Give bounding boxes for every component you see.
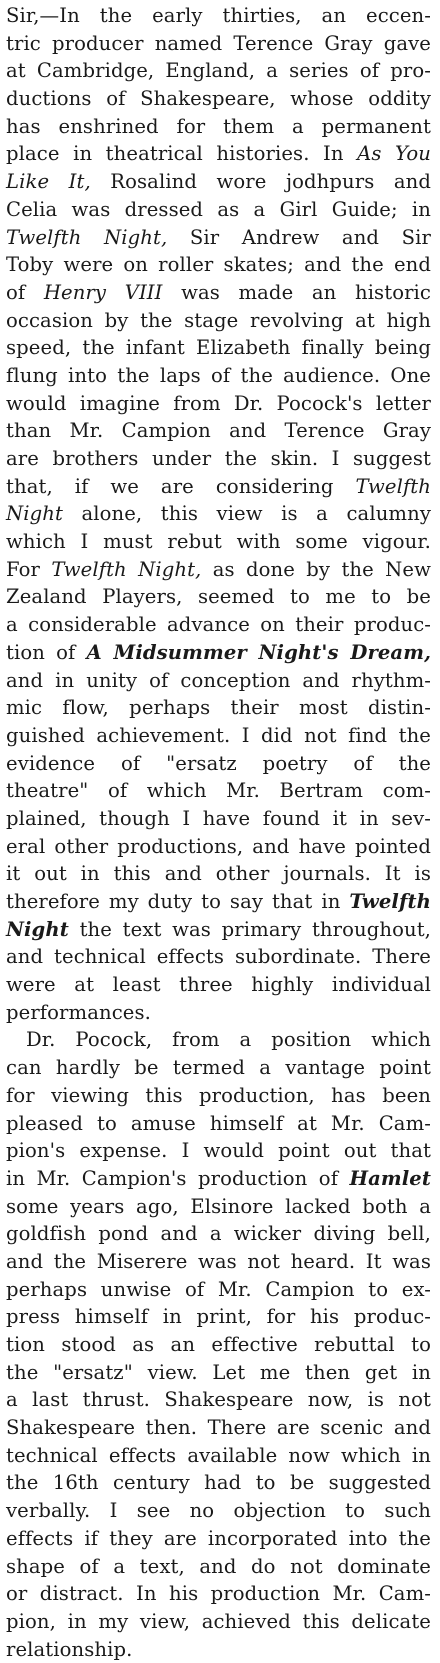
text-run: place in theatrical histories. In: [6, 142, 358, 166]
text-line: [6, 667, 431, 695]
text-run: Sir Andrew and Sir: [167, 225, 431, 249]
text-run: tion stood as an effective rebuttal to: [6, 1333, 431, 1356]
text-line: [6, 473, 431, 501]
text-run: the "ersatz" view. Let me then get in: [6, 1360, 431, 1384]
text-line: [6, 85, 431, 113]
text-line: [6, 196, 431, 224]
text-run: occasion by the stage revolving at high: [6, 308, 431, 332]
text-line: [6, 1580, 431, 1608]
text-line: [6, 1193, 431, 1221]
bold-italic-title: A Midsummer Night's Dream,: [86, 640, 431, 664]
letter-paragraph: [6, 1026, 431, 1663]
text-line: [6, 694, 431, 722]
text-run: Sir,—In the early thirties, an eccen-: [6, 4, 431, 27]
text-line: [6, 30, 431, 58]
text-run: and the Miserere was not heard. It was: [6, 1249, 431, 1273]
text-run: evidence of "ersatz poetry of the: [6, 751, 431, 775]
text-line: [6, 777, 431, 805]
bold-italic-title: Hamlet: [349, 1166, 431, 1190]
italic-title: Like It,: [6, 170, 91, 194]
text-run: or distract. In his production Mr. Cam-: [6, 1582, 431, 1606]
text-line: [6, 251, 431, 279]
text-run: as done by the New: [201, 557, 431, 581]
text-run: and in unity of conception and rhythm-: [6, 668, 431, 692]
text-run: was made an historic: [162, 280, 431, 304]
text-line: [6, 888, 431, 916]
text-line: [6, 113, 431, 141]
text-line: [6, 1497, 431, 1525]
text-run: theatre" of which Mr. Bertram com-: [6, 779, 431, 803]
text-line: [6, 2, 431, 30]
text-line: [6, 1636, 431, 1663]
text-run: Shakespeare then. There are scenic and: [6, 1416, 431, 1440]
text-line: [6, 916, 431, 944]
text-run: Rosalind wore jodhpurs and: [90, 170, 431, 194]
text-run: some years ago, Elsinore lacked both a: [6, 1194, 431, 1218]
text-run: are brothers under the skin. I suggest: [6, 447, 431, 470]
text-run: guished achievement. I did not find the: [6, 723, 431, 747]
text-run: Celia was dressed as a Girl Guide; in: [6, 197, 431, 221]
text-line: [6, 445, 431, 473]
text-line: [6, 1220, 431, 1248]
text-line: [6, 1442, 431, 1470]
text-line: [6, 1110, 431, 1138]
italic-title: Twelfth: [355, 474, 431, 498]
text-run: tion of: [6, 640, 87, 664]
text-line: [6, 833, 431, 861]
text-line: [6, 583, 431, 611]
text-line: [6, 943, 431, 971]
text-line: [6, 999, 431, 1027]
text-run: perhaps unwise of Mr. Campion to ex-: [6, 1277, 431, 1301]
text-run: pleased to amuse himself at Mr. Cam-: [6, 1111, 431, 1135]
text-run: alone, this view is a calumny: [62, 502, 431, 526]
letter-paragraph: [6, 2, 431, 1026]
text-run: it out in this and other journals. It is: [6, 862, 431, 886]
text-run: would imagine from Dr. Pocock's letter: [6, 391, 431, 415]
text-line: [6, 860, 431, 888]
text-line: [6, 1303, 431, 1331]
text-line: [6, 1026, 431, 1054]
text-line: [6, 168, 431, 196]
text-line: [6, 639, 431, 667]
text-line: [6, 1469, 431, 1497]
text-line: [6, 805, 431, 833]
text-run: Zealand Players, seemed to me to be: [6, 585, 431, 609]
text-line: [6, 500, 431, 528]
text-line: [6, 722, 431, 750]
text-line: [6, 417, 431, 445]
text-run: Dr. Pocock, from a position which: [26, 1028, 431, 1052]
text-run: pion, in my view, achieved this delicate: [6, 1609, 431, 1633]
text-run: which I must rebut with some vigour.: [6, 530, 431, 554]
text-run: verbally. I see no objection to such: [6, 1499, 431, 1523]
text-line: [6, 750, 431, 778]
text-run: shape of a text, and do not dominate: [6, 1554, 431, 1578]
text-line: [6, 57, 431, 85]
text-run: tric producer named Terence Gray gave: [6, 31, 431, 55]
text-run: has enshrined for them a permanent: [6, 114, 431, 138]
text-run: than Mr. Campion and Terence Gray: [6, 419, 431, 443]
text-run: performances.: [6, 1000, 151, 1024]
text-run: press himself in print, for his produc-: [6, 1305, 431, 1329]
text-run: mic flow, perhaps their most distin-: [6, 696, 431, 720]
text-line: [6, 971, 431, 999]
text-run: therefore my duty to say that in: [6, 890, 350, 913]
text-line: [6, 1553, 431, 1581]
text-run: for viewing this production, has been: [6, 1083, 431, 1107]
text-line: [6, 279, 431, 307]
text-run: ductions of Shakespeare, whose oddity: [6, 87, 431, 111]
text-run: technical effects available now which in: [6, 1443, 431, 1467]
text-run: at Cambridge, England, a series of pro-: [6, 59, 431, 83]
text-line: [6, 1276, 431, 1304]
text-run: effects if they are incorporated into the: [6, 1526, 431, 1550]
text-line: [6, 390, 431, 418]
text-run: speed, the infant Elizabeth finally being: [6, 336, 431, 360]
text-run: plained, though I have found it in sev-: [6, 806, 431, 830]
text-run: relationship.: [6, 1637, 133, 1661]
text-line: [6, 1082, 431, 1110]
letter-column: [6, 2, 431, 1663]
text-line: [6, 224, 431, 252]
text-run: Toby were on roller skates; and the end: [6, 253, 431, 277]
text-line: [6, 362, 431, 390]
bold-italic-title: Twelfth: [349, 890, 431, 913]
text-line: [6, 1137, 431, 1165]
text-line: [6, 140, 431, 168]
text-run: the 16th century had to be suggested: [6, 1471, 431, 1495]
italic-title: Night: [6, 502, 63, 526]
text-line: [6, 334, 431, 362]
italic-title: Henry VIII: [43, 280, 163, 304]
text-run: can hardly be termed a vantage point: [6, 1056, 431, 1080]
text-line: [6, 1165, 431, 1193]
text-run: that, if we are considering: [6, 474, 356, 498]
text-run: of: [6, 280, 44, 304]
text-line: [6, 1414, 431, 1442]
text-line: [6, 1608, 431, 1636]
text-line: [6, 528, 431, 556]
text-line: [6, 556, 431, 584]
italic-title: Twelfth Night,: [51, 557, 202, 581]
text-line: [6, 1054, 431, 1082]
text-run: in Mr. Campion's production of: [6, 1166, 350, 1190]
text-run: eral other productions, and have pointed: [6, 834, 431, 858]
text-line: [6, 1525, 431, 1553]
text-run: a considerable advance on their produc-: [6, 613, 431, 637]
text-run: flung into the laps of the audience. One: [6, 363, 431, 387]
italic-title: Twelfth Night,: [6, 225, 168, 249]
text-run: pion's expense. I would point out that: [6, 1139, 431, 1163]
text-run: For: [6, 557, 52, 581]
text-line: [6, 1359, 431, 1387]
text-line: [6, 307, 431, 335]
text-line: [6, 611, 431, 639]
text-line: [6, 1248, 431, 1276]
text-line: [6, 1331, 431, 1359]
bold-italic-title: Night: [6, 917, 69, 941]
text-run: were at least three highly individual: [6, 973, 431, 997]
text-run: the text was primary throughout,: [68, 917, 431, 941]
text-line: [6, 1386, 431, 1414]
italic-title: As You: [357, 142, 431, 166]
text-run: a last thrust. Shakespeare now, is not: [6, 1388, 431, 1412]
text-run: and technical effects subordinate. There: [6, 945, 431, 969]
text-run: goldfish pond and a wicker diving bell,: [6, 1222, 431, 1246]
